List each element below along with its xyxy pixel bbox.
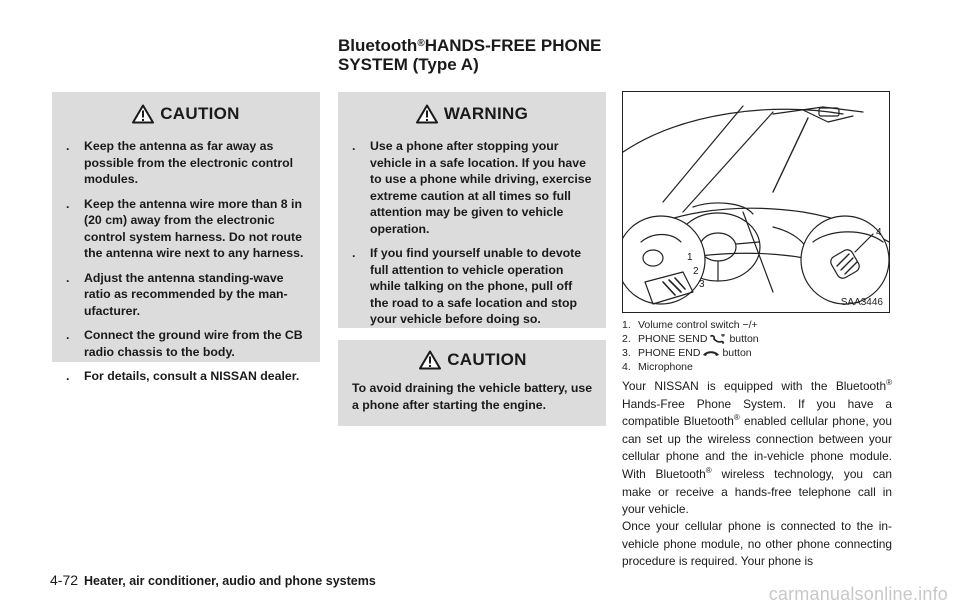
warning-title-text: WARNING	[443, 104, 529, 123]
warning-triangle-icon	[419, 350, 441, 370]
legend-text: PHONE SEND	[638, 333, 708, 345]
warning-box-phone-use	[338, 92, 606, 328]
legend-text: Volume control switch −/+	[638, 319, 758, 331]
section-heading	[338, 36, 638, 74]
para-text: Your NISSAN is equipped with the Bluetooth	[622, 379, 887, 393]
callout-2: 2	[693, 266, 699, 277]
phone-send-icon	[709, 334, 727, 344]
caution-box-battery	[338, 340, 606, 426]
legend-number: 4.	[622, 361, 631, 373]
heading-brand: Bluetooth	[338, 36, 418, 55]
list-item	[64, 327, 308, 360]
bullet: .	[352, 139, 356, 153]
bullet: .	[66, 196, 70, 211]
list-item-text: For details, consult a NISSAN dealer.	[84, 369, 300, 383]
list-item	[64, 138, 308, 188]
registered-mark: ®	[705, 466, 712, 475]
warning-list	[350, 138, 594, 328]
bullet: .	[66, 270, 70, 285]
warning-title	[350, 104, 594, 124]
list-item	[64, 368, 308, 385]
list-item	[64, 270, 308, 320]
registered-mark: ®	[417, 38, 425, 49]
legend-number: 1.	[622, 319, 631, 331]
legend-item	[622, 318, 892, 332]
bullet: .	[66, 139, 70, 153]
figure-code: SAA3446	[840, 297, 883, 308]
page-footer	[50, 572, 376, 588]
warning-triangle-icon	[416, 104, 438, 124]
caution-title-text: CAUTION	[447, 350, 527, 369]
intro-paragraph	[622, 378, 892, 519]
warning-triangle-icon	[132, 104, 154, 124]
legend-text: PHONE END	[638, 347, 701, 359]
watermark: carmanualsonline.info	[768, 584, 948, 604]
caution-title	[64, 104, 308, 124]
para-text: wireless technology, you can make or receive a hands-free telephone call in your vehicle.	[622, 466, 892, 517]
bullet: .	[66, 369, 70, 383]
list-item-text: Adjust the antenna standing-wave ratio as recommended by the manufacturer.	[84, 270, 288, 318]
para-text: Hands-Free Phone System. If you have a compatible Bluetooth	[622, 396, 892, 429]
page-number: 4-72	[50, 572, 79, 588]
list-item-text: If you find yourself unable to devote full attention to vehicle operation while talking on the phone, pull off the road to a safe location and stop your vehicle before doing so.	[370, 246, 582, 326]
registered-mark: ®	[886, 378, 892, 388]
legend-number: 2.	[622, 333, 631, 345]
legend-suffix: button	[729, 333, 759, 345]
legend-suffix: button	[722, 347, 752, 359]
callout-4: 4	[876, 227, 882, 238]
callout-3: 3	[699, 279, 705, 290]
bullet: .	[352, 246, 356, 260]
registered-mark: ®	[733, 413, 740, 423]
list-item	[64, 196, 308, 262]
interior-illustration	[622, 91, 890, 313]
legend-item	[622, 346, 892, 360]
callout-1: 1	[687, 252, 693, 263]
caution-list	[64, 138, 308, 385]
caution-title-text: CAUTION	[160, 104, 240, 123]
connection-paragraph: Once your cellular phone is connected to the in-vehicle phone module, no other phone connecting procedure is required. Your phone is	[622, 519, 892, 569]
legend-item	[622, 332, 892, 346]
list-item	[350, 138, 594, 237]
list-item-text: Use a phone after stopping your vehicle in a safe location. If you have to use a phone while driving, exercise extreme caution at all times so full attention may be given to vehicle operation.	[370, 139, 592, 236]
legend-text: Microphone	[638, 361, 693, 373]
caution-title	[352, 350, 594, 370]
caution-text: To avoid draining the vehicle battery, use a phone after starting the engine.	[352, 381, 593, 412]
legend-number: 3.	[622, 347, 631, 359]
figure-legend	[622, 318, 892, 374]
caution-box-antenna	[52, 92, 320, 383]
chapter-title: Heater, air conditioner, audio and phone systems	[84, 574, 376, 588]
bullet: .	[66, 328, 70, 342]
heading-title-line2: SYSTEM (Type A)	[338, 55, 479, 74]
list-item-text: Connect the ground wire from the CB radio chassis to the body.	[84, 328, 303, 359]
phone-end-icon	[702, 348, 720, 358]
para-text: enabled cellular phone, you can set up the wireless connection between your cellular phone and the in-vehicle phone module. With Bluetooth	[622, 414, 892, 481]
list-item-text: Keep the antenna wire more than 8 in (20 cm) away from the electronic control system harness. Do not route the antenna wire next to any harness.	[84, 196, 304, 260]
legend-item	[622, 360, 892, 374]
heading-title-line1: HANDS-FREE PHONE	[424, 36, 602, 55]
interior-drawing	[623, 92, 889, 312]
list-item-text: Keep the antenna as far away as possible from the electronic control modules.	[84, 139, 294, 186]
list-item	[350, 245, 594, 328]
